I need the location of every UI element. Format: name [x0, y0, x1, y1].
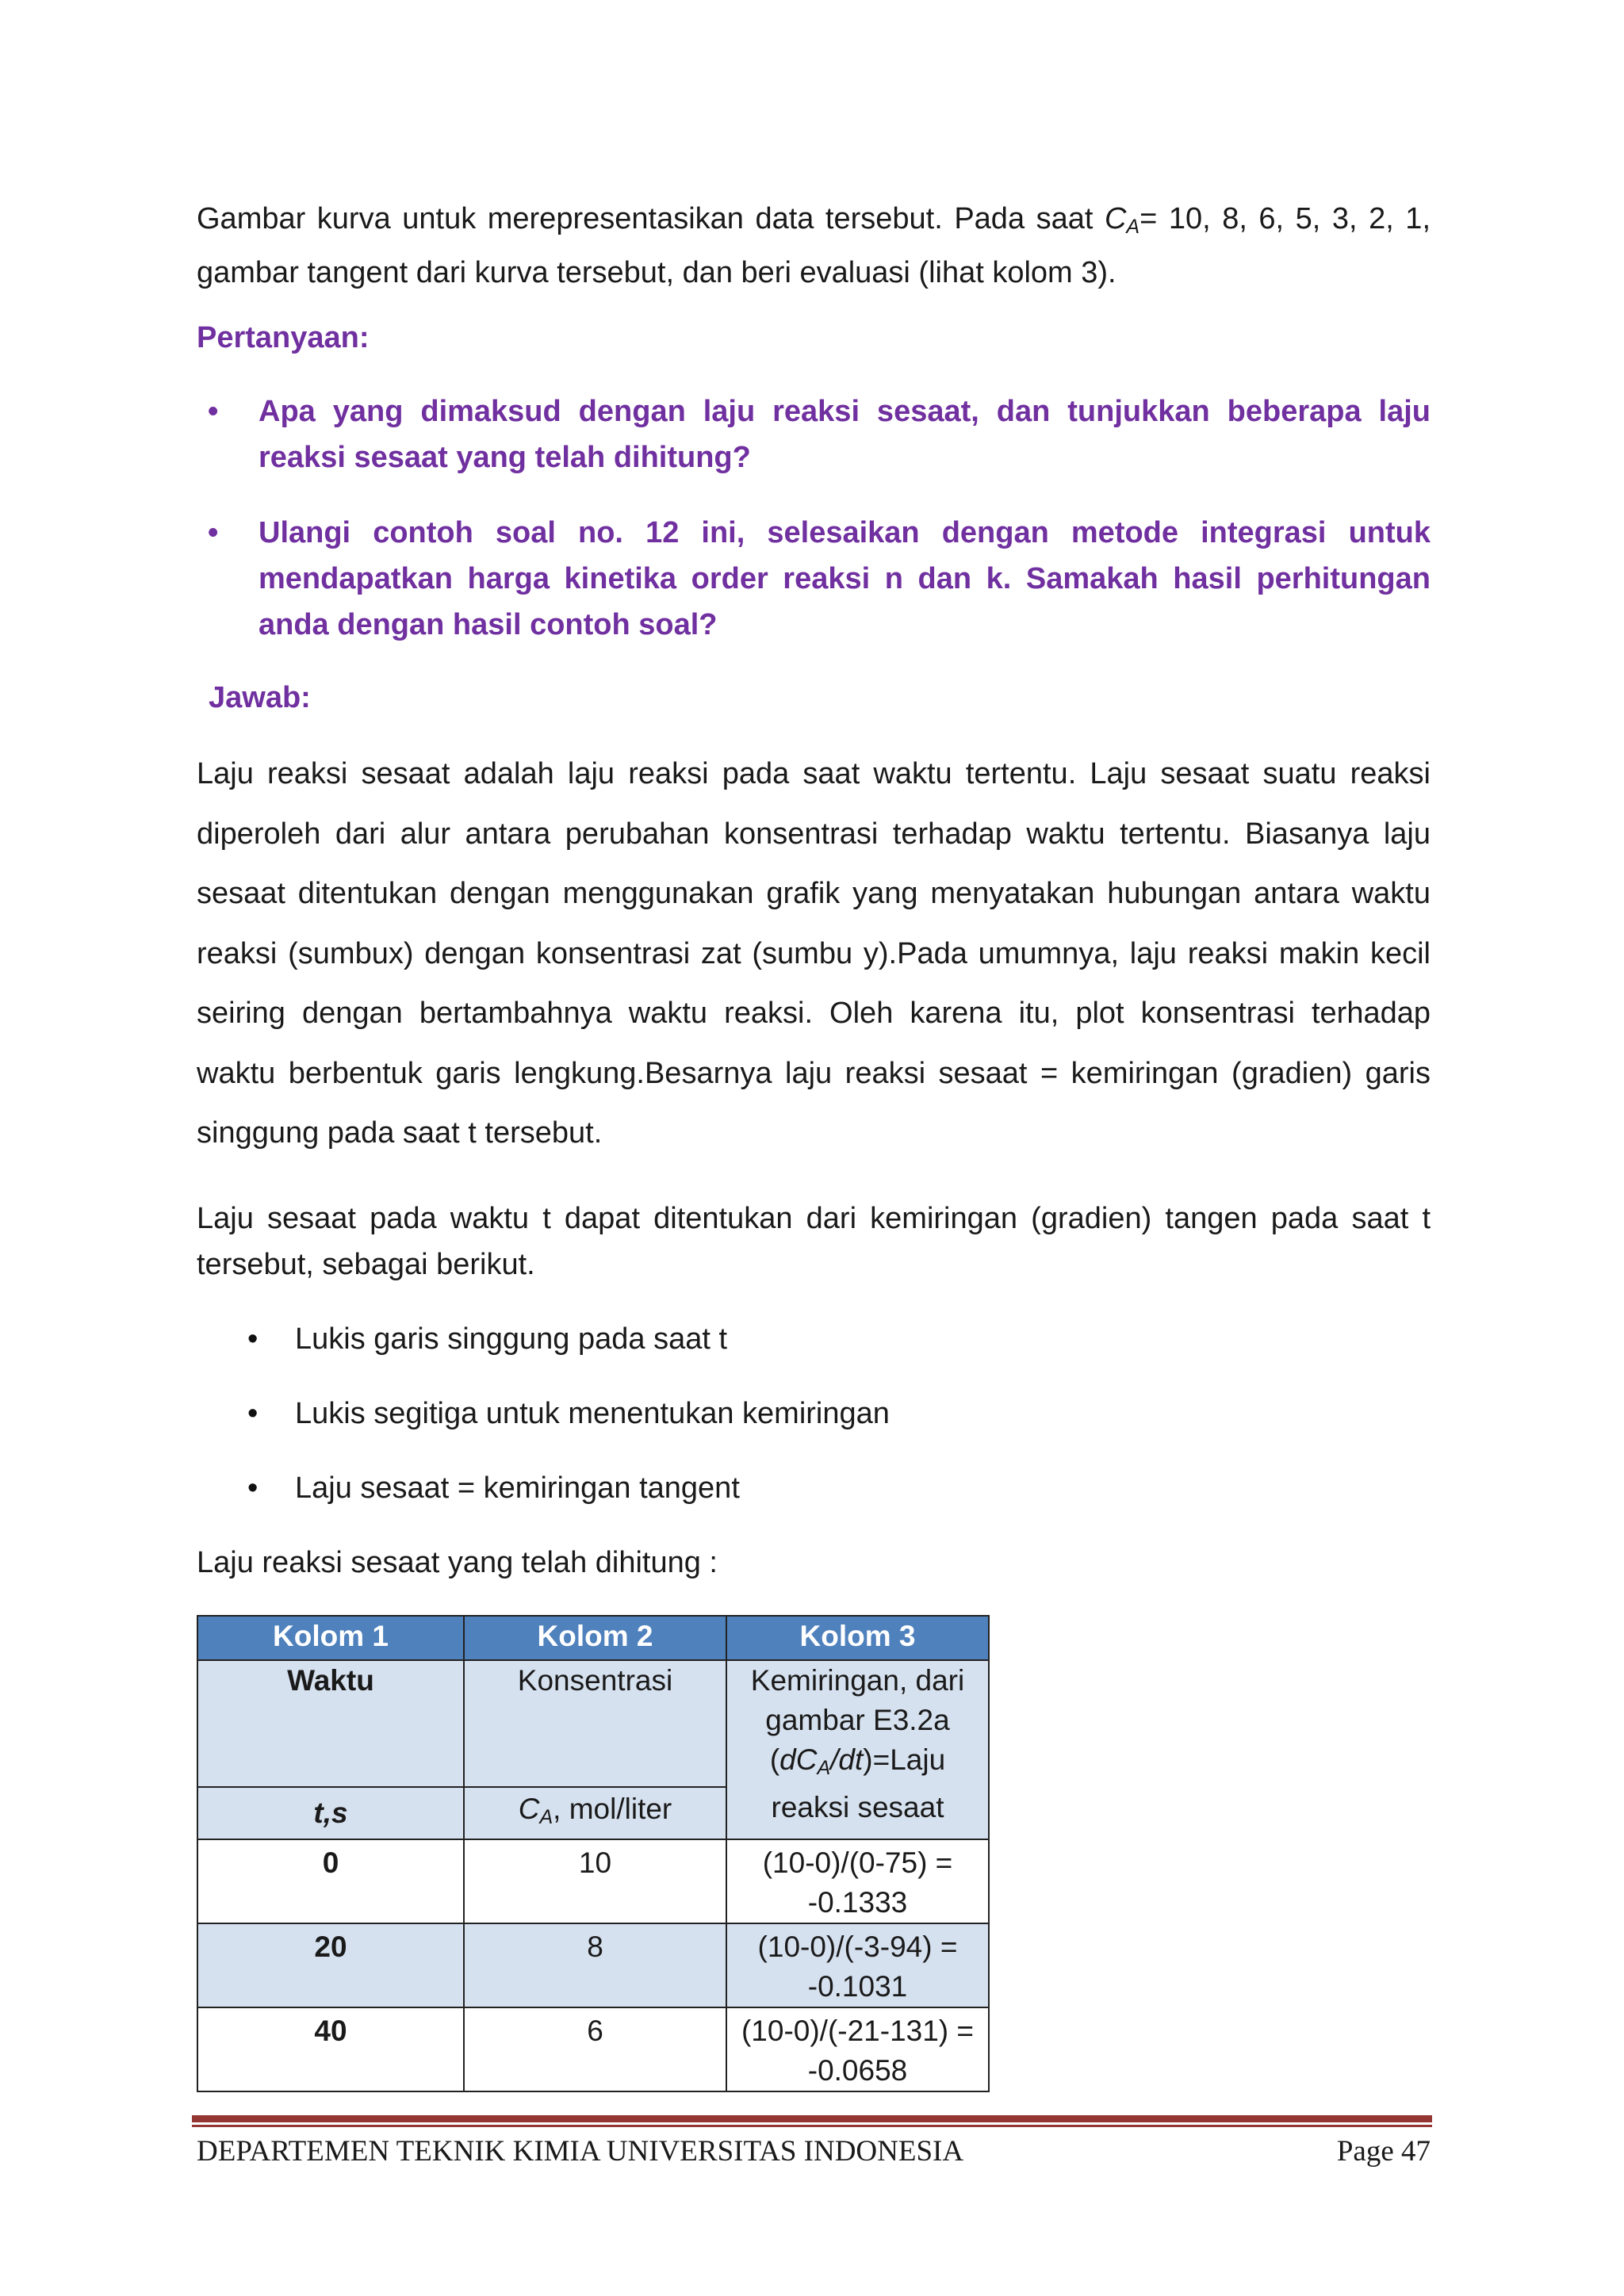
footer-department: DEPARTEMEN TEKNIK KIMIA UNIVERSITAS INDONESIA [197, 2135, 964, 2168]
bullet-icon: • [208, 395, 219, 428]
cell-conc: 8 [464, 1923, 726, 2007]
cell-kemiringan: Kemiringan, dari gambar E3.2a $(dC_A/dt)=Laju$ reaksi sesaat [726, 1660, 989, 1839]
cell-conc: 10 [464, 1839, 726, 1923]
footer-rule-thick [192, 2115, 1432, 2122]
question-item [197, 510, 1431, 648]
answer-heading: Jawab: [209, 681, 311, 714]
intro-text-end: = 10, 8, 6, 5, 3, 2, 1, gambar tangent dari kurva tersebut, dan beri evaluasi (lihat kolom 3). [197, 202, 1431, 289]
intro-paragraph [197, 196, 1431, 296]
cell-slope: (10-0)/(-21-131) = -0.0658 [726, 2007, 989, 2091]
cell-conc: 6 [464, 2007, 726, 2091]
header-kolom-3: Kolom 3 [726, 1616, 989, 1660]
question-text: Ulangi contoh soal no. 12 ini, selesaikan dengan metode integrasi untuk mendapatkan harga kinetika order reaksi n dan k. Samakah hasil perhitungan anda dengan hasil contoh soal? [259, 516, 1431, 641]
ca-symbol: C [1104, 202, 1127, 235]
cell-unit-conc: $C_A$, mol/liter [464, 1787, 726, 1839]
table-row [197, 1923, 989, 2007]
answer-paragraph-2: Laju sesaat pada waktu t dapat ditentukan dari kemiringan (gradien) tangen pada saat t tersebut, sebagai berikut. [197, 1202, 1431, 1281]
step-item: • Lukis segitiga untuk menentukan kemiringan [238, 1391, 1269, 1437]
intro-text-start: Gambar kurva untuk merepresentasikan data tersebut. Pada saat [197, 202, 1105, 235]
table-header-row [197, 1616, 989, 1660]
table-subheader-row [197, 1660, 989, 1787]
steps-list-2 [238, 1391, 1269, 1437]
bullet-icon: • [208, 516, 219, 549]
cell-time: 20 [197, 1923, 464, 2007]
cell-waktu: Waktu [197, 1660, 464, 1787]
page-number: Page 47 [1336, 2135, 1431, 2168]
cell-slope: (10-0)/(0-75) = -0.1333 [726, 1839, 989, 1923]
cell-unit-time: t,s [197, 1787, 464, 1839]
footer-rule-thin [192, 2125, 1432, 2127]
cell-slope: (10-0)/(-3-94) = -0.1031 [726, 1923, 989, 2007]
cell-time: 40 [197, 2007, 464, 2091]
step-item: • Lukis garis singgung pada saat t [238, 1316, 1269, 1362]
questions-heading: Pertanyaan: [197, 321, 370, 354]
table-row [197, 1839, 989, 1923]
bullet-icon: • [247, 1397, 259, 1430]
bullet-icon: • [247, 1322, 259, 1356]
bullet-icon: • [247, 1471, 259, 1505]
header-kolom-2: Kolom 2 [464, 1616, 726, 1660]
answer-paragraph-1: Laju reaksi sesaat adalah laju reaksi pada saat waktu tertentu. Laju sesaat suatu reaksi diperoleh dari alur antara perubahan konsentrasi terhadap waktu tertentu. Biasanya laju sesaat ditentukan dengan menggunakan grafik yang menyatakan hubungan antara waktu reaksi (sumbux) dengan konsentrasi zat (sumbu y).Pada umumnya, laju reaksi makin kecil seiring dengan bertambahnya waktu reaksi. Oleh karena itu, plot konsentrasi terhadap waktu berbentuk garis lengkung.Besarnya laju reaksi sesaat = kemiringan (gradien) garis singgung pada saat t tersebut. [197, 757, 1431, 1150]
header-kolom-1: Kolom 1 [197, 1616, 464, 1660]
cell-konsentrasi: Konsentrasi [464, 1660, 726, 1787]
question-text: Apa yang dimaksud dengan laju reaksi sesaat, dan tunjukkan beberapa laju reaksi sesaat yang telah dihitung? [259, 395, 1431, 474]
questions-list-2 [197, 510, 1431, 648]
table-intro: Laju reaksi sesaat yang telah dihitung : [197, 1546, 718, 1579]
ca-subscript: A [1126, 216, 1140, 238]
steps-list-3 [238, 1465, 1269, 1511]
cell-time: 0 [197, 1839, 464, 1923]
questions-list [197, 388, 1431, 480]
page-footer [197, 2131, 1431, 2172]
rate-table [197, 1615, 990, 2092]
steps-list [238, 1316, 1269, 1362]
step-item: • Laju sesaat = kemiringan tangent [238, 1465, 1269, 1511]
table-row [197, 2007, 989, 2091]
question-item [197, 388, 1431, 480]
